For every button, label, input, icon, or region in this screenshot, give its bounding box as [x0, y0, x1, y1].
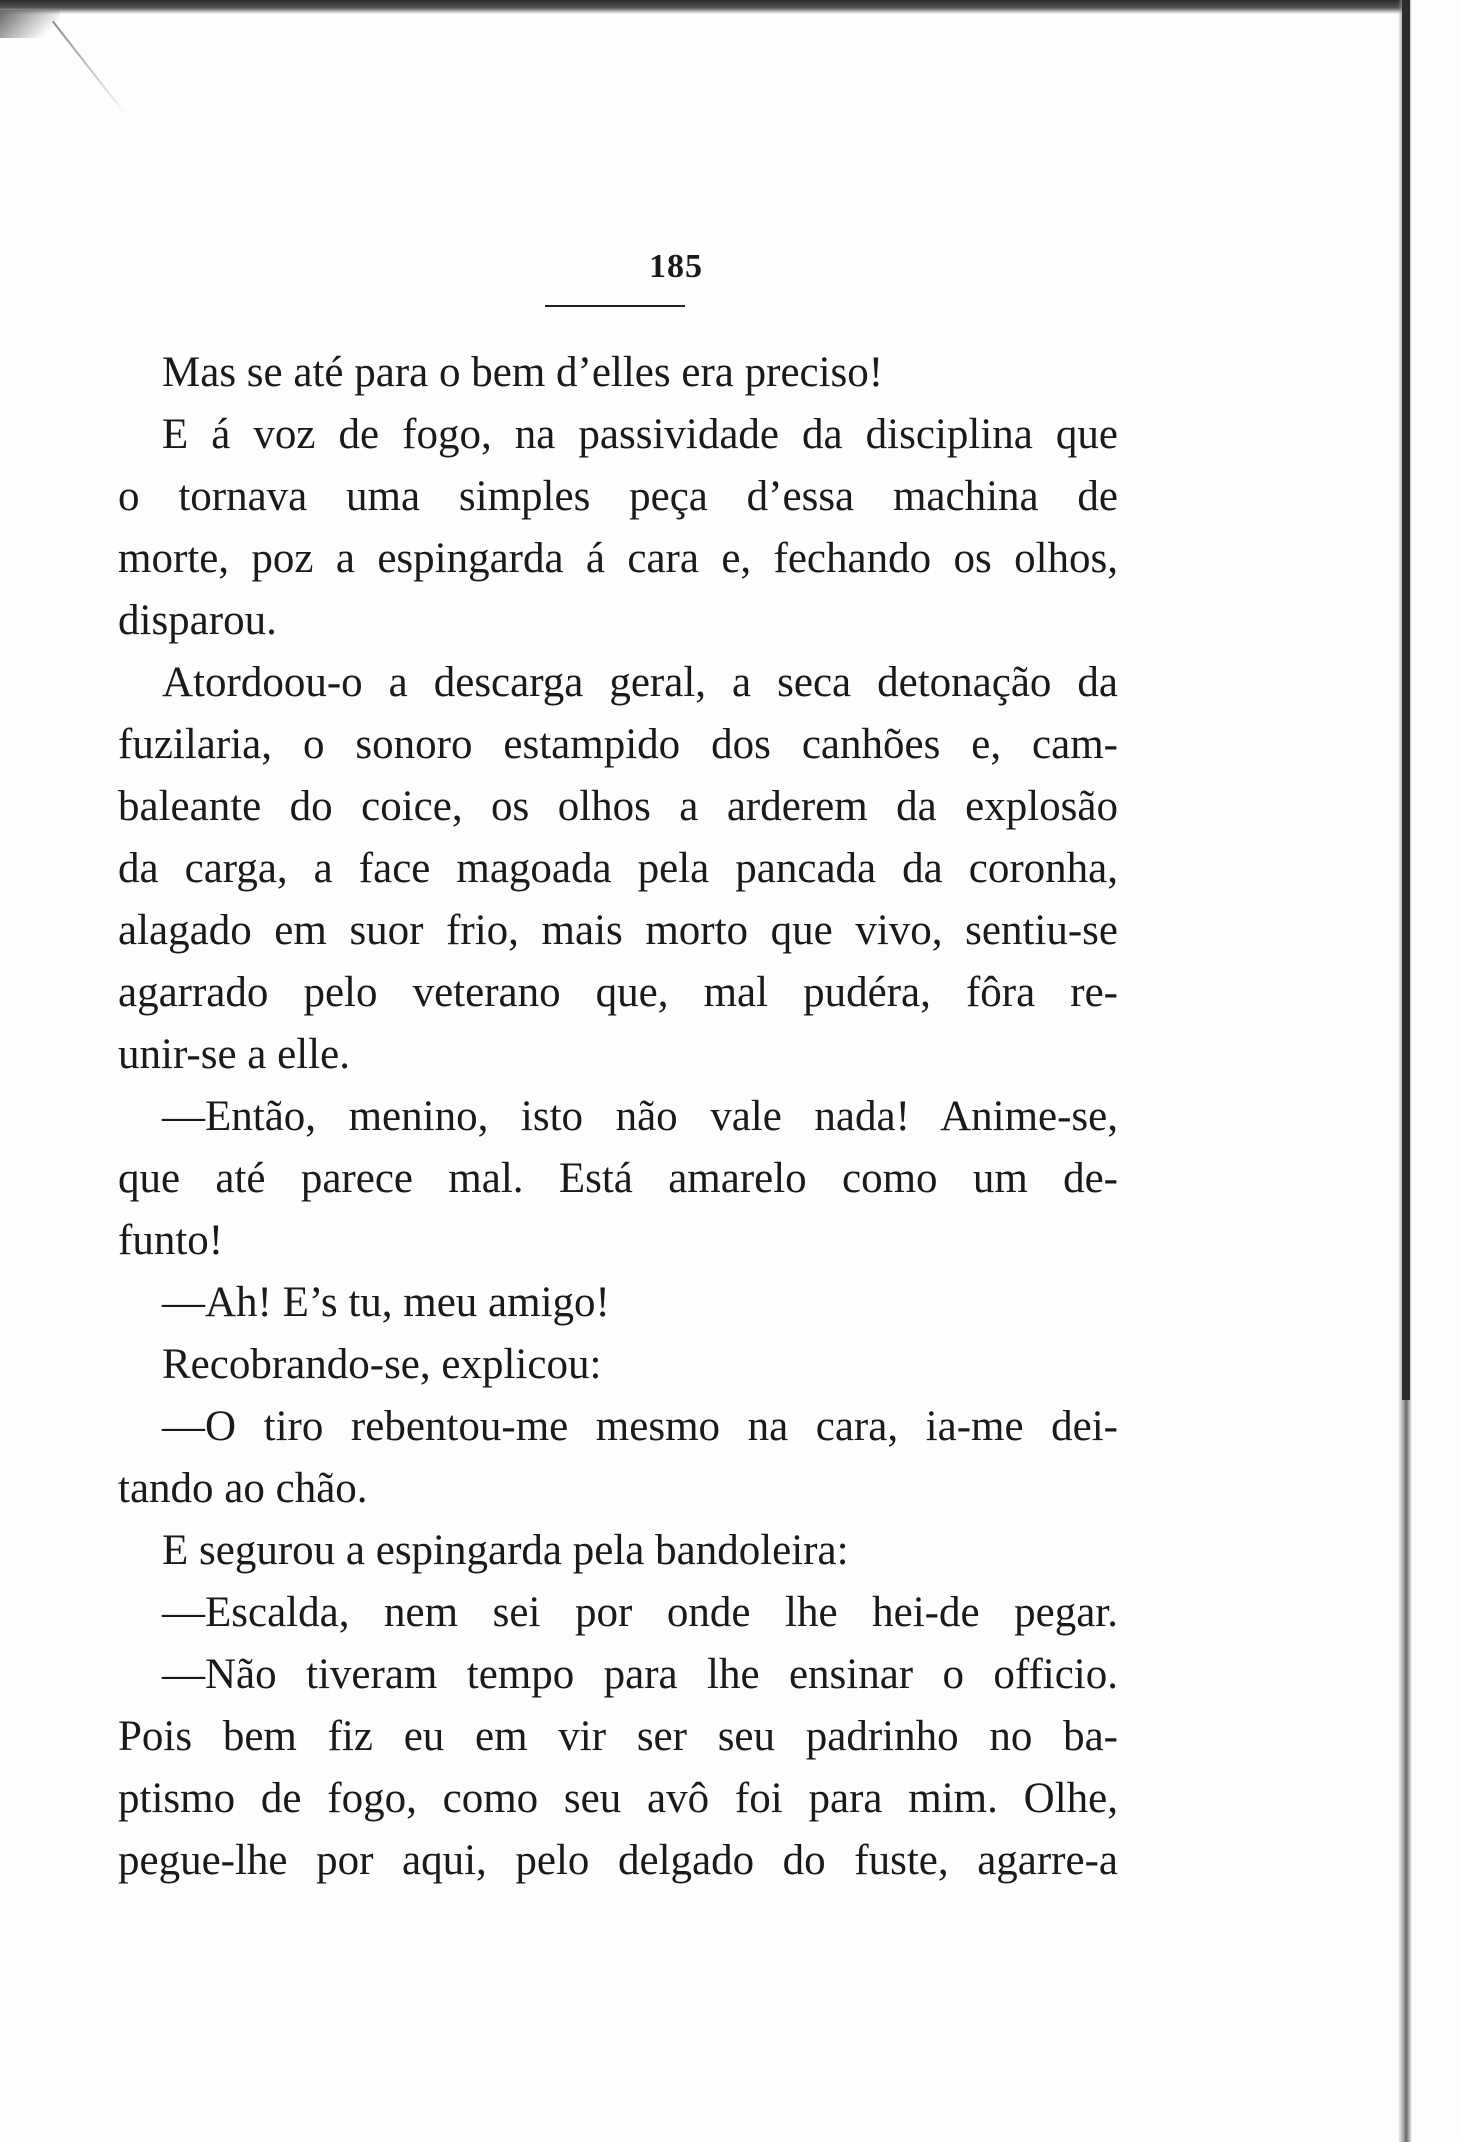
text-line: —Escalda, nem sei por onde lhe hei-de pegar. — [162, 1589, 1118, 1636]
text-line: funto! — [118, 1217, 224, 1264]
text-line: pegue-lhe por aqui, pelo delgado do fuste, agarre-a — [118, 1837, 1118, 1884]
page-number: 185 — [649, 248, 703, 285]
text-line: unir-se a elle. — [118, 1031, 350, 1078]
text-line: E á voz de fogo, na passividade da disciplina que — [162, 411, 1118, 458]
text-line: Pois bem fiz eu em vir ser seu padrinho no ba- — [118, 1713, 1118, 1760]
page-number-rule — [545, 305, 685, 307]
text-line: fuzilaria, o sonoro estampido dos canhões e, cam- — [118, 721, 1118, 768]
scan-edge-top — [0, 0, 1410, 14]
text-line: ptismo de fogo, como seu avô foi para mim. Olhe, — [118, 1775, 1118, 1822]
scan-corner-shadow — [0, 10, 60, 38]
text-line: —Não tiveram tempo para lhe ensinar o officio. — [162, 1651, 1118, 1698]
text-line: que até parece mal. Está amarelo como um de- — [118, 1155, 1118, 1202]
text-line: agarrado pelo veterano que, mal pudéra, fôra re- — [118, 969, 1118, 1016]
text-line: disparou. — [118, 597, 277, 644]
text-line: baleante do coice, os olhos a arderem da explosão — [118, 783, 1118, 830]
text-line: Recobrando-se, explicou: — [162, 1341, 602, 1388]
scan-binding-shadow — [1402, 0, 1410, 1400]
text-line: Mas se até para o bem d’elles era preciso! — [162, 349, 884, 396]
text-line: E segurou a espingarda pela bandoleira: — [162, 1527, 849, 1574]
text-line: —Então, menino, isto não vale nada! Anime-se, — [162, 1093, 1118, 1140]
text-line: —Ah! E’s tu, meu amigo! — [162, 1279, 610, 1326]
text-line: da carga, a face magoada pela pancada da coronha, — [118, 845, 1118, 892]
scan-fold-line — [52, 21, 127, 117]
body-text — [118, 342, 1118, 1892]
text-line: —O tiro rebentou-me mesmo na cara, ia-me dei- — [162, 1403, 1118, 1450]
text-line: morte, poz a espingarda á cara e, fechando os olhos, — [118, 535, 1118, 582]
text-line: o tornava uma simples peça d’essa machina de — [118, 473, 1118, 520]
text-line: tando ao chão. — [118, 1465, 368, 1512]
text-line: alagado em suor frio, mais morto que vivo, sentiu-se — [118, 907, 1118, 954]
text-line: Atordoou-o a descarga geral, a seca detonação da — [162, 659, 1118, 706]
